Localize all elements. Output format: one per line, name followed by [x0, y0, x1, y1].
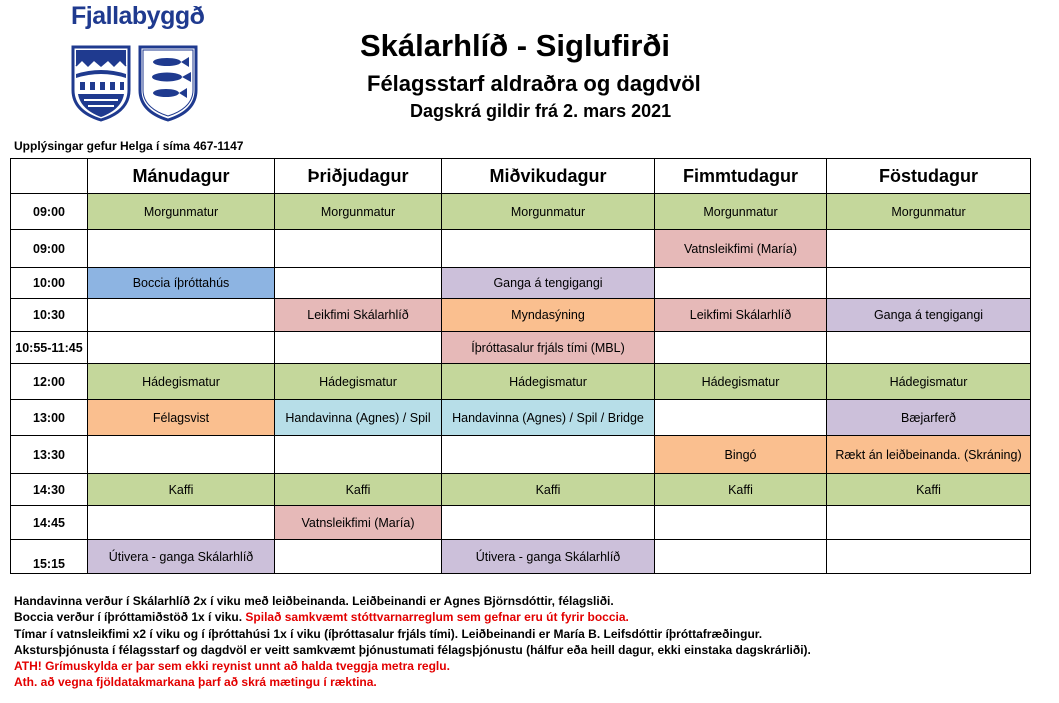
schedule-cell: Ganga á tengigangi [827, 299, 1031, 332]
schedule-cell: Íþróttasalur frjáls tími (MBL) [442, 332, 655, 364]
schedule-cell [275, 540, 442, 574]
schedule-cell: Morgunmatur [442, 194, 655, 230]
schedule-cell: Morgunmatur [827, 194, 1031, 230]
schedule-cell [655, 506, 827, 540]
schedule-cell [655, 400, 827, 436]
table-row [11, 268, 1031, 299]
table-row [11, 364, 1031, 400]
schedule-cell: Félagsvist [88, 400, 275, 436]
note-line: Handavinna verður í Skálarhlíð 2x í viku með leiðbeinanda. Leiðbeinandi er Agnes Björnsdóttir, félagsliði. [14, 594, 614, 608]
schedule-cell: Boccia íþróttahús [88, 268, 275, 299]
schedule-cell: Handavinna (Agnes) / Spil [275, 400, 442, 436]
time-cell: 10:55-11:45 [11, 332, 88, 364]
table-row [11, 400, 1031, 436]
schedule-cell: Rækt án leiðbeinanda. (Skráning) [827, 436, 1031, 474]
schedule-cell [827, 332, 1031, 364]
schedule-cell [275, 436, 442, 474]
page-subtitle: Félagsstarf aldraðra og dagdvöl [367, 71, 701, 96]
time-cell: 14:30 [11, 474, 88, 506]
table-row [11, 194, 1031, 230]
day-header: Föstudagur [827, 159, 1031, 194]
schedule-cell: Kaffi [827, 474, 1031, 506]
schedule-cell: Hádegismatur [827, 364, 1031, 400]
table-row [11, 474, 1031, 506]
schedule-cell [827, 506, 1031, 540]
schedule-cell: Morgunmatur [275, 194, 442, 230]
town-crest-icon [70, 44, 132, 122]
note-line: Akstursþjónusta í félagsstarf og dagdvöl er veitt samkvæmt þjónustumati félagsþjónustu (hálfur eða heill dagur, ekki einstaka dagskrárliði). [14, 642, 811, 657]
table-header-row [11, 159, 1031, 194]
schedule-cell: Bingó [655, 436, 827, 474]
time-cell: 12:00 [11, 364, 88, 400]
schedule-cell [88, 230, 275, 268]
schedule-cell: Bæjarferð [827, 400, 1031, 436]
time-cell: 09:00 [11, 194, 88, 230]
schedule-cell [827, 268, 1031, 299]
time-cell: 13:30 [11, 436, 88, 474]
table-row [11, 506, 1031, 540]
table-row [11, 540, 1031, 574]
schedule-cell [88, 506, 275, 540]
schedule-cell: Morgunmatur [655, 194, 827, 230]
schedule-cell [827, 230, 1031, 268]
schedule-cell [655, 540, 827, 574]
schedule-cell: Hádegismatur [655, 364, 827, 400]
validity-date: Dagskrá gildir frá 2. mars 2021 [410, 101, 672, 121]
schedule-cell: Hádegismatur [275, 364, 442, 400]
day-header: Þriðjudagur [275, 159, 442, 194]
table-row [11, 299, 1031, 332]
schedule-cell [827, 540, 1031, 574]
note-line: Tímar í vatnsleikfimi x2 í viku og í íþróttahúsi 1x í viku (íþróttasalur frjáls tími). Leiðbeinandi er María B. Leifsdóttir íþróttafræðingur. [14, 626, 763, 641]
day-header: Fimmtudagur [655, 159, 827, 194]
schedule-cell: Morgunmatur [88, 194, 275, 230]
schedule-cell: Vatnsleikfimi (María) [275, 506, 442, 540]
schedule-cell [442, 230, 655, 268]
schedule-cell: Útivera - ganga Skálarhlíð [442, 540, 655, 574]
schedule-cell: Hádegismatur [88, 364, 275, 400]
schedule-cell [275, 230, 442, 268]
note-text: Boccia verður í íþróttamiðstöð 1x í viku. [14, 610, 246, 625]
fish-crest-icon [137, 44, 199, 122]
logo-text: Fjallabyggð [71, 2, 205, 30]
schedule-cell [88, 332, 275, 364]
note-line [14, 609, 811, 625]
schedule-cell [88, 436, 275, 474]
time-cell: 09:00 [11, 230, 88, 268]
schedule-table [10, 158, 1031, 574]
time-cell: 15:15 [11, 540, 88, 574]
note-warning: Spilað samkvæmt stóttvarnarreglum sem gefnar eru út fyrir boccia. [245, 610, 629, 625]
schedule-cell: Vatnsleikfimi (María) [655, 230, 827, 268]
schedule-cell [442, 436, 655, 474]
schedule-cell [275, 268, 442, 299]
page-title: Skálarhlíð - Siglufirði [360, 28, 671, 63]
time-cell: 14:45 [11, 506, 88, 540]
time-cell: 10:00 [11, 268, 88, 299]
time-cell: 13:00 [11, 400, 88, 436]
schedule-cell [442, 506, 655, 540]
schedule-cell [88, 299, 275, 332]
schedule-cell: Leikfimi Skálarhlíð [275, 299, 442, 332]
table-row [11, 332, 1031, 364]
table-row [11, 436, 1031, 474]
schedule-cell: Kaffi [88, 474, 275, 506]
schedule-cell: Handavinna (Agnes) / Spil / Bridge [442, 400, 655, 436]
schedule-cell [275, 332, 442, 364]
note-warning: Ath. að vegna fjöldatakmarkana þarf að skrá mætingu í ræktina. [14, 675, 377, 690]
schedule-cell: Myndasýning [442, 299, 655, 332]
schedule-cell: Útivera - ganga Skálarhlíð [88, 540, 275, 574]
schedule-cell [655, 268, 827, 299]
day-header: Miðvikudagur [442, 159, 655, 194]
schedule-cell [655, 332, 827, 364]
schedule-cell: Hádegismatur [442, 364, 655, 400]
note-warning: ATH! Grímuskylda er þar sem ekki reynist unnt að halda tveggja metra reglu. [14, 659, 450, 674]
header-time-corner [11, 159, 88, 194]
time-cell: 10:30 [11, 299, 88, 332]
table-row [11, 230, 1031, 268]
day-header: Mánudagur [88, 159, 275, 194]
schedule-cell: Kaffi [275, 474, 442, 506]
schedule-cell: Ganga á tengigangi [442, 268, 655, 299]
notes-section [14, 593, 811, 691]
schedule-cell: Leikfimi Skálarhlíð [655, 299, 827, 332]
schedule-cell: Kaffi [655, 474, 827, 506]
schedule-cell: Kaffi [442, 474, 655, 506]
contact-info: Upplýsingar gefur Helga í síma 467-1147 [14, 139, 244, 153]
